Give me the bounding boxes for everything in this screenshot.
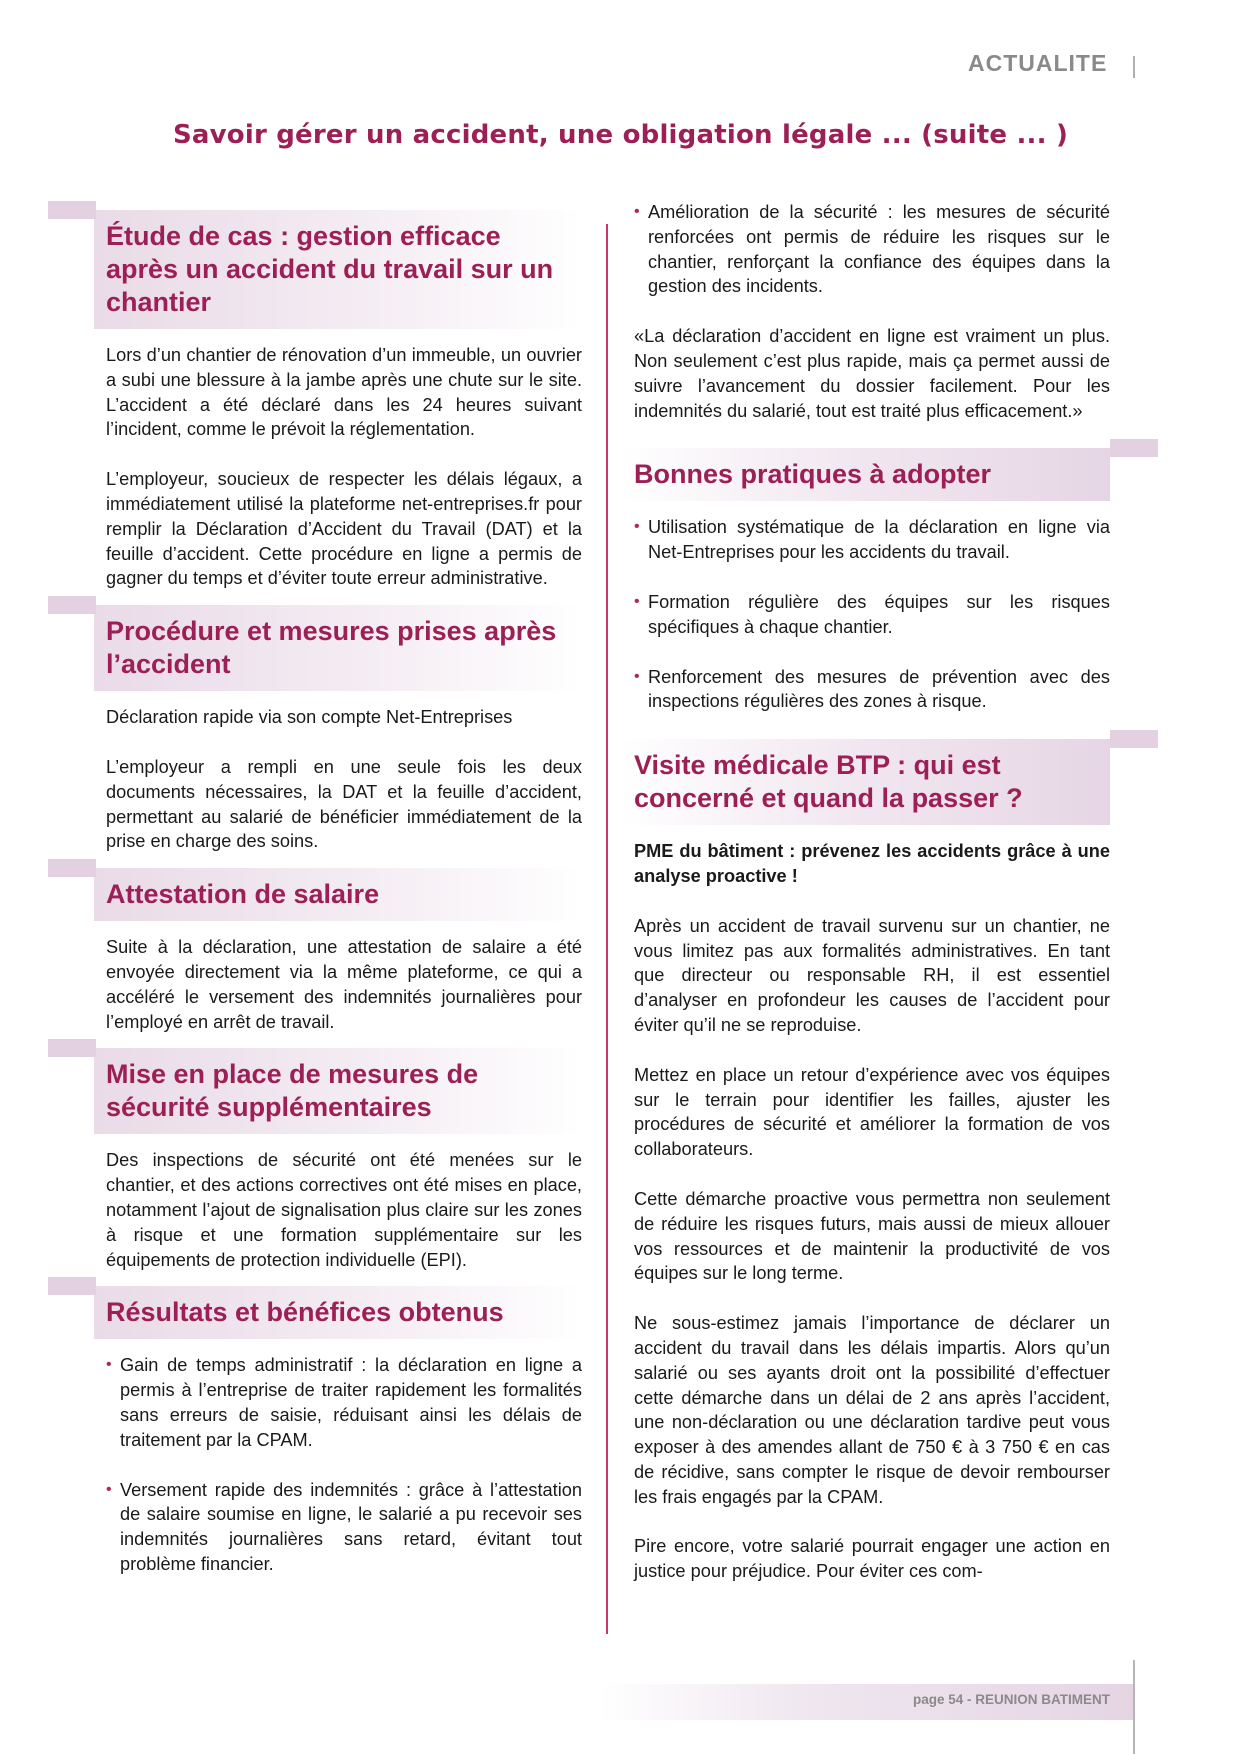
- section-divider: [1133, 56, 1135, 78]
- bullet-text: Gain de temps administratif : la déclaration en ligne a permis à l’entreprise de traiter rapidement les formalités sans erreurs de saisie, réduisant ainsi les délais de traitement par la CPAM.: [120, 1355, 582, 1450]
- paragraph: Cette démarche proactive vous permettra non seulement de réduire les risques futurs, mais aussi de mieux allouer vos ressources et de maintenir la productivité de vos équipes sur le long terme.: [634, 1188, 1110, 1284]
- bullet-text: Versement rapide des indemnités : grâce à l’attestation de salaire soumise en ligne, le salarié a pu recevoir ses indemnités journalières sans retard, évitant tout problème financier.: [120, 1479, 582, 1574]
- lead-paragraph: PME du bâtiment : prévenez les accidents grâce à une analyse proactive !: [634, 841, 1110, 886]
- paragraph: Suite à la déclaration, une attestation de salaire a été envoyée directement via la même plateforme, ce qui a accéléré le versement des indemnités journalières pour l’employé en arrêt de travail.: [106, 937, 582, 1032]
- bullet-item: [634, 590, 1110, 640]
- bullet-dot-icon: •: [106, 1480, 112, 1498]
- paragraph: L’employeur a rempli en une seule fois les deux documents nécessaires, la DAT et la feuille d’accident, permettant au salarié de bénéficier immédiatement de la prise en charge des soins.: [106, 756, 582, 852]
- bullet-dot-icon: •: [106, 1356, 112, 1374]
- bullet-dot-icon: •: [634, 203, 640, 220]
- right-column: [634, 202, 1110, 1584]
- section-heading-salary-certificate: [94, 868, 582, 921]
- left-column: [106, 210, 582, 1577]
- paragraph: Après un accident de travail survenu sur un chantier, ne vous limitez pas aux formalités administratives. En tant que directeur ou responsable RH, il est essentiel d’analyser en profondeur les causes de l’accident pour éviter qu’il ne se reproduise.: [634, 915, 1110, 1035]
- bullet-item: [634, 200, 1110, 299]
- heading-text: Mise en place de mesures de sécurité supplémentaires: [106, 1059, 479, 1123]
- section-heading-medical-visit: [622, 739, 1110, 825]
- column-divider: [606, 224, 608, 1634]
- testimonial-quote: «La déclaration d’accident en ligne est vraiment un plus. Non seulement c’est plus rapide, mais ça permet aussi de suivre l’avancement du dossier facilement. Pour les indemnités du salarié, tout est traité plus efficacement.»: [634, 326, 1110, 421]
- bullet-item: [634, 515, 1110, 565]
- bullet-text: Utilisation systématique de la déclaration en ligne via Net-Entreprises pour les accidents du travail.: [648, 517, 1110, 563]
- bullet-text: Renforcement des mesures de prévention avec des inspections régulières des zones à risque.: [648, 666, 1110, 712]
- heading-text: Étude de cas : gestion efficace après un accident du travail sur un chantier: [106, 221, 554, 317]
- section-heading-case-study: [94, 210, 582, 329]
- page-title: Savoir gérer un accident, une obligation légale ... (suite ... ): [172, 120, 1069, 150]
- paragraph: Des inspections de sécurité ont été menées sur le chantier, et des actions correctives ont été mises en place, notamment l’ajout de signalisation plus claire sur les zones à risque et une formation supplémentaire sur les équipements de protection individuelle (EPI).: [106, 1150, 582, 1270]
- section-heading-best-practices: [622, 448, 1110, 501]
- section-heading-results: [94, 1286, 582, 1339]
- paragraph: Lors d’un chantier de rénovation d’un immeuble, un ouvrier a subi une blessure à la jambe après une chute sur le site. L’accident a été déclaré dans les 24 heures suivant l’incident, comme le prévoit la réglementation.: [106, 345, 582, 440]
- paragraph: Mettez en place un retour d’expérience avec vos équipes sur le terrain pour identifier les failles, ajuster les procédures de sécurité et améliorer la formation de vos collaborateurs.: [634, 1064, 1110, 1160]
- heading-text: Procédure et mesures prises après l’accident: [106, 616, 557, 680]
- bullet-text: Formation régulière des équipes sur les risques spécifiques à chaque chantier.: [648, 591, 1110, 637]
- paragraph: Ne sous-estimez jamais l’importance de déclarer un accident du travail dans les délais impartis. Alors qu’un salarié ou ses ayants droit ont la possibilité d’effectuer cette démarche dans un délai de 2 ans après l’accident, une non-déclaration ou une déclaration tardive peut vous exposer à des amendes allant de 750 € à 3 750 € en cas de récidive, sans compter le risque de devoir rembourser les frais engagés par la CPAM.: [634, 1313, 1110, 1507]
- bullet-item: [106, 1353, 582, 1452]
- heading-text: Attestation de salaire: [106, 879, 380, 910]
- paragraph: L’employeur, soucieux de respecter les délais légaux, a immédiatement utilisé la plateforme net-entreprises.fr pour remplir la Déclaration d’Accident du Travail (DAT) et la feuille d’accident. Cette procédure en ligne a permis de gagner du temps et d’éviter toute erreur administrative.: [106, 469, 582, 589]
- bullet-dot-icon: •: [634, 518, 640, 536]
- bullet-dot-icon: •: [634, 592, 640, 610]
- bullet-text: Amélioration de la sécurité : les mesures de sécurité renforcées ont permis de réduire les risques sur le chantier, renforçant la confiance des équipes dans la gestion des incidents.: [648, 202, 1110, 297]
- section-heading-procedure: [94, 605, 582, 691]
- paragraph: Pire encore, votre salarié pourrait engager une action en justice pour préjudice. Pour éviter ces com-: [634, 1536, 1110, 1582]
- paragraph: Déclaration rapide via son compte Net-Entreprises: [106, 707, 513, 728]
- section-label: ACTUALITE: [968, 50, 1108, 76]
- heading-text: Bonnes pratiques à adopter: [634, 459, 992, 490]
- heading-text: Résultats et bénéfices obtenus: [106, 1297, 504, 1328]
- page-footer: page 54 - REUNION BATIMENT: [912, 1692, 1110, 1707]
- bullet-item: [106, 1478, 582, 1577]
- section-heading-safety-measures: [94, 1048, 582, 1134]
- heading-text: Visite médicale BTP : qui est concerné et quand la passer ?: [634, 750, 1023, 814]
- bullet-item: [634, 665, 1110, 715]
- footer-divider: [1133, 1660, 1135, 1754]
- bullet-dot-icon: •: [634, 667, 640, 685]
